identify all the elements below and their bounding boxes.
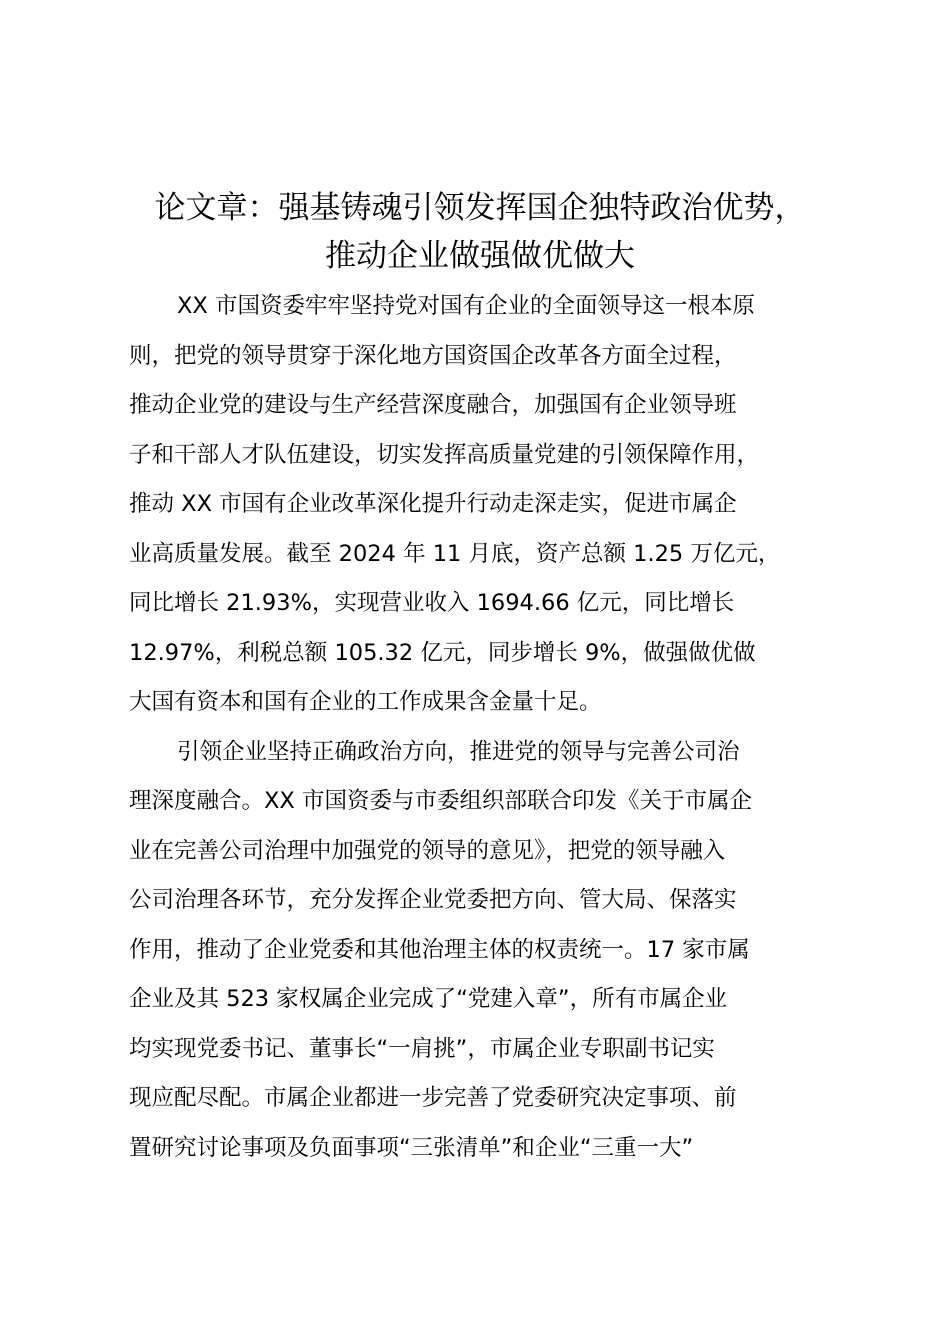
title-line-1: 论文章：强基铸魂引领发挥国企独特政治优势， (154, 190, 806, 226)
paragraph-line: 公司治理各环节，充分发挥企业党委把方向、管大局、保落实 (129, 887, 737, 913)
document-body (129, 282, 849, 1173)
paragraph-line: 业高质量发展。截至 2024 年 11 月底，资产总额 1.25 万亿元， (129, 540, 781, 567)
paragraph-line: 引领企业坚持正确政治方向，推进党的领导与完善公司治 (177, 738, 740, 765)
paragraph-line: 推动企业党的建设与生产经营深度融合，加强国有企业领导班 (129, 392, 737, 418)
paragraph-1 (129, 282, 849, 728)
paragraph-line: 理深度融合。XX 市国资委与市委组织部联合印发《关于市属企 (129, 788, 752, 814)
paragraph-line: 大国有资本和国有企业的工作成果含金量十足。 (129, 689, 602, 715)
paragraph-line: 同比增长 21.93%，实现营业收入 1694.66 亿元，同比增长 (129, 590, 735, 616)
paragraph-line: 企业及其 523 家权属企业完成了“党建入章”，所有市属企业 (129, 986, 728, 1012)
paragraph-line: 子和干部人才队伍建设，切实发挥高质量党建的引领保障作用， (129, 441, 760, 468)
paragraph-line: 则，把党的领导贯穿于深化地方国资国企改革各方面全过程， (129, 342, 737, 369)
paragraph-line: 置研究讨论事项及负面事项“三张清单”和企业“三重一大” (129, 1134, 694, 1161)
paragraph-2 (129, 728, 849, 1174)
paragraph-line: 推动 XX 市国有企业改革深化提升行动走深走实，促进市属企 (129, 491, 737, 517)
title-line-2: 推动企业做强做优做大 (325, 238, 635, 274)
paragraph-line: 现应配尽配。市属企业都进一步完善了党委研究决定事项、前 (129, 1085, 737, 1111)
paragraph-line: 作用，推动了企业党委和其他治理主体的权责统一。17 家市属 (129, 936, 750, 963)
paragraph-line: 12.97%，利税总额 105.32 亿元，同步增长 9%，做强做优做 (129, 639, 756, 666)
paragraph-line: 均实现党委书记、董事长“一肩挑”，市属企业专职副书记实 (129, 1035, 715, 1062)
paragraph-line: 业在完善公司治理中加强党的领导的意见》，把党的领导融入 (129, 837, 726, 864)
document-title (110, 184, 850, 280)
paragraph-line: XX 市国资委牢牢坚持党对国有企业的全面领导这一根本原 (177, 293, 755, 319)
